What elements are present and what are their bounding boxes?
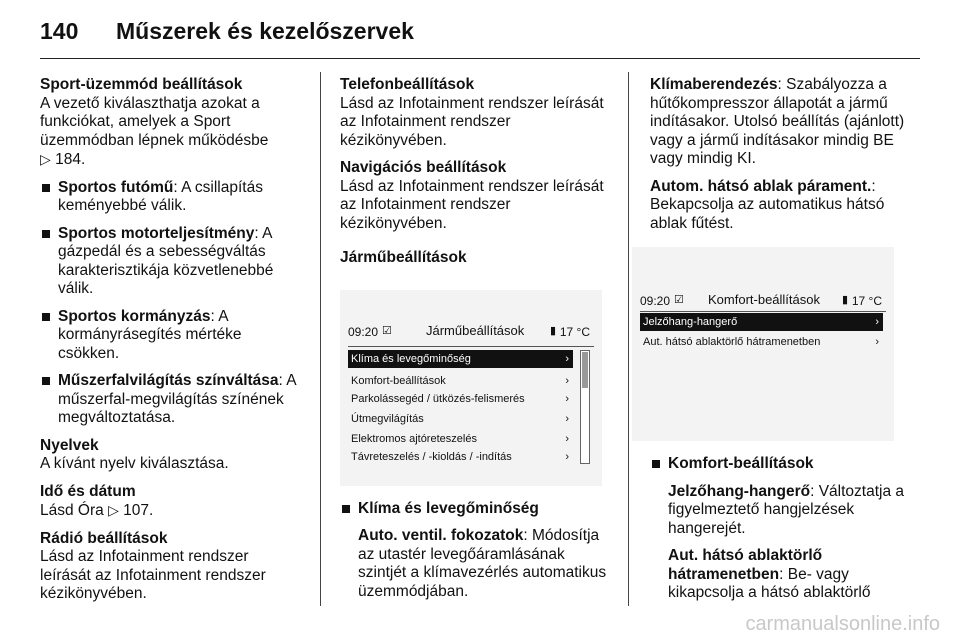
nav-section [340,159,608,233]
radio-text: Lásd az Infotainment rendszer leírását az Infotainment rendszer kézikönyvében. [40,548,266,602]
language-heading: Nyelvek [40,436,99,454]
bullet-square-icon [42,377,50,385]
screen-separator [640,311,886,312]
phone-status-icon: ▮ [841,294,848,306]
chevron-right-icon: › [565,432,569,445]
header-rule [40,58,920,59]
bullet-item: Sportos motorteljesítmény: A gázpedál és a sebességváltás karakterisztikája közvetlenebbé válik. [40,225,302,299]
chevron-right-icon: › [565,352,569,365]
watermark: carmanualsonline.info [745,613,940,635]
screen-menu-item[interactable]: Klíma és levegőminőség › [348,350,573,368]
check-icon: ☑ [674,294,684,306]
triangle-right-icon: ▷ [40,151,51,167]
phone-section [340,76,608,150]
scrollbar-thumb[interactable] [582,352,588,388]
page-title: Műszerek és kezelőszervek [116,18,414,44]
sub-item: Aut. hátsó ablaktörlő hátramenetben: Be- vagy kikapcsolja a hátsó ablaktörlő [668,547,871,601]
chevron-right-icon: › [875,336,879,348]
column-3 [640,76,918,612]
page-header [40,14,920,58]
language-text: A kívánt nyelv kiválasztása. [40,455,229,472]
bullet-square-icon [342,505,350,513]
column-divider [628,72,629,606]
sport-section [40,76,302,170]
bullet-item: Műszerfalvilágítás színváltása: A műszerfal-megvilágítás színének megváltoztatása. [40,372,302,428]
screen-clock: 09:20 [640,294,671,308]
screen-menu-item[interactable]: Komfort-beállítások › [348,372,573,390]
column-divider [320,72,321,606]
sub-item: Auto. ventil. fokozatok: Módosítja az utastér levegőáramlásának szintjét a klímavezérlés automatikus üzemmódjában. [358,527,607,600]
triangle-right-icon: ▷ [108,502,119,518]
sport-heading: Sport-üzemmód beállítások [40,76,243,93]
screen-menu-item[interactable]: Elektromos ajtóreteszelés › [348,430,573,448]
bullet-item: Komfort-beállítások [650,455,918,474]
bullet-square-icon [42,313,50,321]
check-icon: ☑ [382,324,392,337]
vehicle-heading: Járműbeállítások [340,249,467,266]
screen-separator [348,346,594,347]
bullet-square-icon [42,184,50,192]
bullet-square-icon [652,460,660,468]
chevron-right-icon: › [875,316,879,328]
time-text: Lásd Óra [40,502,104,519]
phone-text: Lásd az Infotainment rendszer leírását az Infotainment rendszer kézikönyvében. [340,94,604,149]
column-1 [40,76,302,613]
sport-text: A vezető kiválaszthatja azokat a funkciókat, amelyek a Sport üzemmódban lépnek működésbe [40,94,269,149]
bullet-item: Sportos kormányzás: A kormányrásegítés mértéke csökken. [40,308,302,364]
screen-temperature: 17 °C [851,294,882,308]
vehicle-section [340,249,608,268]
sub-item: Jelzőhang-hangerő: Változtatja a figyelmeztető hangjelzések hangerejét. [668,482,905,537]
ac-section: Klímaberendezés: Szabályozza a hűtőkompresszor állapotát a jármű indításakor. Utolsó beállítás (ajánlott) vagy a jármű indításakor mindig BE vagy mindig KI. [650,76,905,167]
phone-heading: Telefonbeállítások [340,76,475,93]
screen-title: Komfort-beállítások [708,292,820,307]
chevron-right-icon: › [565,392,569,405]
defog-section: Autom. hátsó ablak párament.: Bekapcsolja az automatikus hátsó ablak fűtést. [650,177,885,232]
time-heading: Idő és dátum [40,482,136,500]
screen-menu-item[interactable]: Jelzőhang-hangerő › [640,313,883,331]
comfort-settings-screen [632,247,894,441]
column-2 [340,76,608,610]
screen-menu-item[interactable]: Aut. hátsó ablaktörlő hátramenetben › [640,333,883,351]
chevron-right-icon: › [565,450,569,463]
screen-clock: 09:20 [348,324,379,339]
screen-status-bar [640,287,886,311]
screen-status-bar [348,318,594,342]
radio-section [40,530,302,604]
screen-scrollbar[interactable] [580,350,590,464]
nav-heading: Navigációs beállítások [340,159,507,176]
vehicle-settings-screen [340,290,602,486]
language-section [40,437,302,474]
screen-temperature: 17 °C [559,324,590,339]
time-ref[interactable]: 107. [123,502,154,519]
screen-title: Járműbeállítások [426,322,525,338]
screen-menu-item[interactable]: Parkolássegéd / ütközés-felismerés › [348,390,573,408]
nav-text: Lásd az Infotainment rendszer leírását az Infotainment rendszer kézikönyvében. [340,177,604,232]
phone-status-icon: ▮ [549,324,556,337]
page-number: 140 [40,18,79,44]
chevron-right-icon: › [565,412,569,425]
time-section [40,483,302,521]
chevron-right-icon: › [565,374,569,387]
screen-menu-item[interactable]: Távreteszelés / -kioldás / -indítás › [348,448,573,466]
screen-menu-item[interactable]: Útmegvilágítás › [348,410,573,428]
bullet-item: Klíma és levegőminőség [340,500,608,519]
radio-heading: Rádió beállítások [40,529,168,547]
sport-ref[interactable]: 184. [55,151,86,168]
bullet-square-icon [42,230,50,238]
bullet-item: Sportos futómű: A csillapítás keményebbé válik. [40,179,302,216]
